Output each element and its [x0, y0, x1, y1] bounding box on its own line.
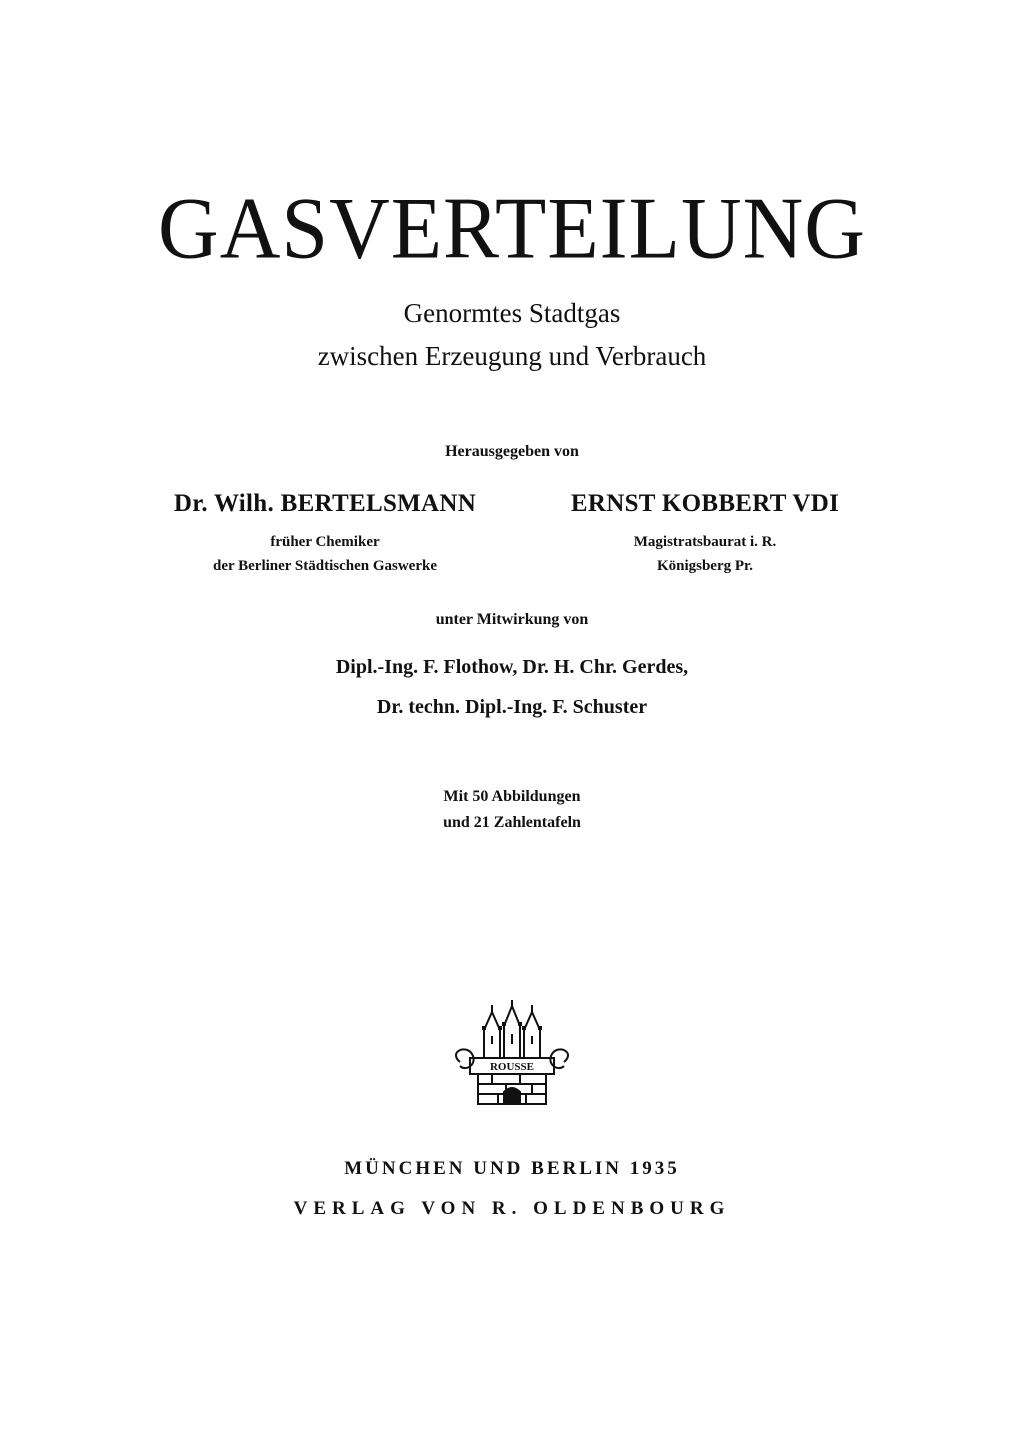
editors-label: Herausgegeben von — [445, 443, 579, 460]
editor-name: ERNST KOBBERT VDI — [570, 490, 840, 517]
editor-name: Dr. Wilh. BERTELSMANN — [173, 490, 477, 517]
subtitle-line-2: zwischen Erzeugung und Verbrauch — [317, 341, 707, 371]
emblem-banner-text: ROUSSE — [489, 1061, 535, 1073]
imprint-publisher: VERLAG VON R. OLDENBOURG — [293, 1198, 731, 1219]
contributors-line-1: Dipl.-Ing. F. Flothow, Dr. H. Chr. Gerdes, — [335, 656, 689, 678]
editor-right — [535, 490, 875, 578]
editor-description — [535, 530, 875, 578]
editor-desc-line: der Berliner Städtischen Gaswerke — [212, 558, 437, 574]
editor-desc-line: Magistratsbaurat i. R. — [633, 534, 777, 550]
editor-left — [120, 490, 530, 578]
editor-description — [120, 530, 530, 578]
publisher-castle-emblem-icon — [442, 1000, 582, 1110]
collaboration-label: unter Mitwirkung von — [435, 611, 589, 628]
editor-desc-line: früher Chemiker — [270, 534, 380, 550]
editor-desc-line: Königsberg Pr. — [656, 558, 754, 574]
subtitle-line-1: Genormtes Stadtgas — [403, 298, 621, 328]
contributors-line-2: Dr. techn. Dipl.-Ing. F. Schuster — [376, 696, 648, 718]
illustrations-line-1: Mit 50 Abbildungen — [443, 788, 581, 805]
illustrations-line-2: und 21 Zahlentafeln — [443, 814, 581, 831]
editors-block — [0, 490, 1024, 590]
imprint-city-year: MÜNCHEN UND BERLIN 1935 — [344, 1158, 680, 1179]
book-title: GASVERTEILUNG — [158, 179, 866, 278]
